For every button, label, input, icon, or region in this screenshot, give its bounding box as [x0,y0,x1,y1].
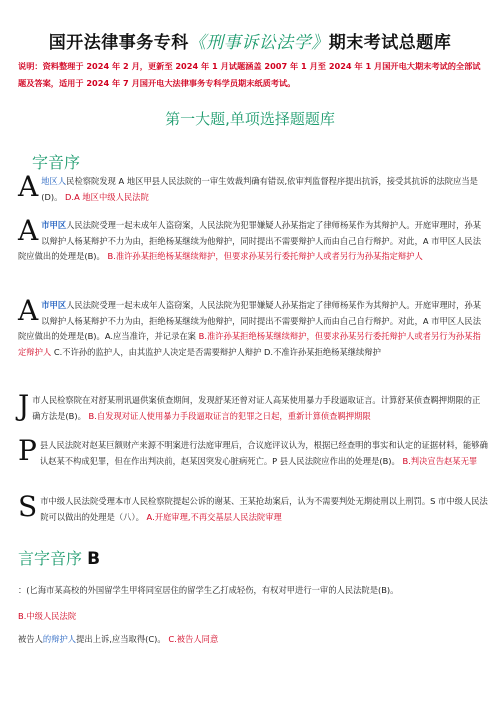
question-initial-letter: A [18,214,39,247]
question-text: 县人民法院对赵某巨额财产来源不明案进行法庭审理后，合议庭评议认为，根据已经查明的事实和认定的证据材料，能够确认赵某不构成犯罪，但在作出判决前，赵某因突发心脏病死亡。P 县人民法院应作出的处理是(B)。 [39,440,488,466]
question-answer: B.自发现对证人使用暴力手段逼取证言的犯罪之日起，重新计算侦查羁押期限 [88,410,371,421]
question-initial-letter: P [18,434,37,467]
section-title: 第一大题,单项选择题题库 [165,110,335,128]
question-answer: B.准许孙某拒绝杨某继续辩护，但要求孙某另行委托辩护人或者另行为孙某指定辩护人 [18,331,481,357]
tail-answer-2: C.被告人同意 [168,634,219,644]
group-heading-1: 字音序 [32,153,81,172]
tail-q2-highlight: 的辩护人 [42,634,77,644]
title-prefix: 国开法律事务专科 [48,33,189,53]
question-lead: 市甲区 [41,220,67,230]
question-initial-letter: A [18,170,39,203]
group-heading-2 [18,546,100,569]
description-note: 说明：资料整理于 2024 年 2 月，更新至 2024 年 1 月试题涵盖 2007 年 1 月至 2024 年 1 月国开电大期末考试的全部试题及答案，适用于 2024 年 7 月国开电大法律事务专科学员期末纸质考试。 [18,61,481,88]
question-text: 市中级人民法院受理本市人民检察院提起公诉的谢某、王某抢劫案后，认为不需要判处无期徒刑以上刑罚。S 市中级人民法院可以做出的处理是（八）。 [40,496,488,522]
page-title [0,28,500,53]
question-answer: B.准许孙某拒绝杨某继续辩护，但要求孙某另行委托辩护人或者另行为孙某指定辩护人 [107,251,423,261]
question-initial-letter: A [18,294,39,327]
tail-q2-mid: 提出上诉,应当取得(C)。 [76,634,166,644]
question-initial-letter: J [18,389,30,422]
question-lead: 市甲区 [41,300,67,310]
tail-question-2 [18,633,488,645]
question-item [18,389,488,424]
tail-question-1: ：(匕海市某高校的外国留学生甲将同室居住的留学生乙打成轻伤，有权对甲进行一审的人民法院是(B)。 [18,585,399,595]
title-suffix: 期末考试总题库 [328,33,452,53]
question-answer: B.判决宣告赵某无罪 [402,455,478,466]
group-heading-2-text: 言字音序 [18,549,83,568]
question-text: 人民法院受理一起未成年人盗窃案，人民法院为犯罪嫌疑人孙某指定了律师杨某作为其辩护人。开庭审理时，孙某以辩护人杨某辩护不力为由，拒绝杨某继续为他辩护，同时提出不需要辩护人而由自己自行辩护。对此，A 市甲区人民法院应做出的处理是(B)。 [18,220,481,261]
question-item [18,170,488,205]
tail-answer-1: B.中级人民法院 [18,611,77,621]
question-item [18,214,488,265]
question-text: 民检察院发现 A 地区甲县人民法院的一审生效裁判确有错误,依审判监督程序提出抗诉，接受其抗诉的法院应当是(D)。 [41,176,478,202]
question-text: 人民法院受理一起未成年人盗窃案，人民法院为犯罪嫌疑人孙某指定了律师杨某作为其辩护人。开庭审理时，孙某以辩护人杨某辩护不力为由，拒绝杨某继续为他辩护，同时提出不需要辩护人而由自己自行辩护。对此，A 市甲区人民法院应做出的处理是(B)。A.应当准许，并记录在案 [18,300,481,341]
course-name: 《刑事诉讼法学》 [188,33,329,53]
question-lead: 地区人 [41,176,67,186]
question-item [18,294,488,360]
question-extra-options: C.不许孙的监护人，由其监护人决定是否需要辩护人辩护 D.不准许孙某拒绝杨某继续辩护 [53,346,381,357]
question-initial-letter: S [18,490,38,523]
question-answer: A.开庭审理,不再交基层人民法院审理 [146,511,282,522]
tail-q2-prefix: 被告人 [18,634,43,644]
question-item [18,434,488,469]
question-item [18,490,488,525]
group-heading-2-letter: B [87,549,101,569]
question-answer: D.A 地区中级人民法院 [65,191,149,202]
question-text: 市人民检察院在对舒某刑讯逼供案侦查期间，发现舒某还曾对证人高某使用暴力手段逼取证言。计算舒某侦查羁押期限的正确方法是(B)。 [32,395,481,421]
